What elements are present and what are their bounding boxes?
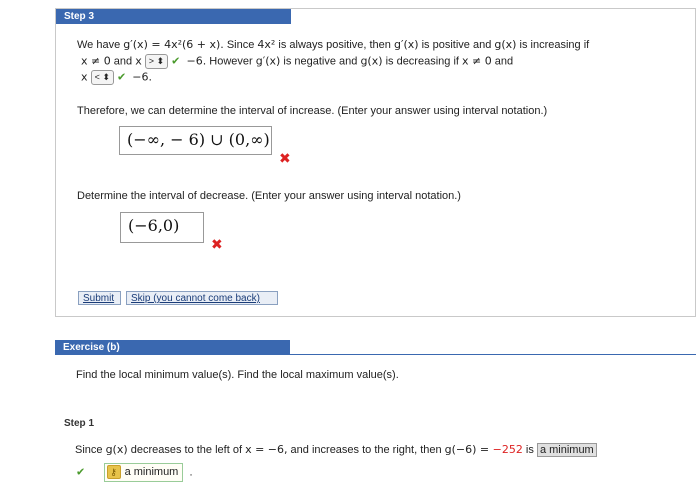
inequality-select-1[interactable]: > ⬍ (145, 54, 168, 69)
step3-line3: x < ⬍ ✔ −6. (81, 70, 153, 84)
cross-icon: ✖ (279, 150, 291, 166)
step1-sentence: Since g(x) decreases to the left of x = −6, and increases to the right, then g(−6) = −252 is a minimum (75, 443, 597, 456)
step1-label: Step 1 (64, 418, 95, 429)
increase-prompt: Therefore, we can determine the interval of increase. (Enter your answer using interval notation.) (77, 105, 548, 117)
submit-button[interactable]: Submit (78, 291, 121, 305)
decrease-answer-input[interactable]: (−6,0) (120, 212, 204, 243)
check-icon: ✔ (76, 466, 86, 479)
step3-line2: x ≠ 0 and x > ⬍ ✔ −6. However g′(x) is negative and g(x) is decreasing if x ≠ 0 and (81, 54, 514, 68)
minimum-answer-field[interactable]: ⚷ a minimum (104, 463, 184, 482)
exercise-divider (290, 354, 696, 355)
key-icon: ⚷ (107, 465, 121, 479)
step1-answer-row: ✔ ⚷ a minimum . (76, 463, 193, 482)
skip-button[interactable]: Skip (you cannot come back) (126, 291, 278, 305)
inequality-select-2[interactable]: < ⬍ (91, 70, 114, 85)
step3-tab: Step 3 (56, 9, 291, 24)
cross-icon: ✖ (211, 236, 223, 252)
check-icon: ✔ (116, 71, 127, 84)
minimum-value: −252 (492, 443, 523, 456)
step3-line1: We have g′(x) = 4x²(6 + x). Since 4x² is always positive, then g′(x) is positive and g(x) is increasing if (77, 38, 590, 51)
step3-panel (55, 8, 696, 317)
exercise-prompt: Find the local minimum value(s). Find the local maximum value(s). (76, 369, 399, 381)
filled-answer: a minimum (537, 443, 597, 457)
increase-answer-input[interactable]: (−∞, − 6) ∪ (0,∞) (119, 126, 272, 155)
exercise-b-tab: Exercise (b) (55, 340, 290, 355)
check-icon: ✔ (171, 55, 181, 68)
decrease-prompt: Determine the interval of decrease. (Enter your answer using interval notation.) (77, 190, 461, 202)
